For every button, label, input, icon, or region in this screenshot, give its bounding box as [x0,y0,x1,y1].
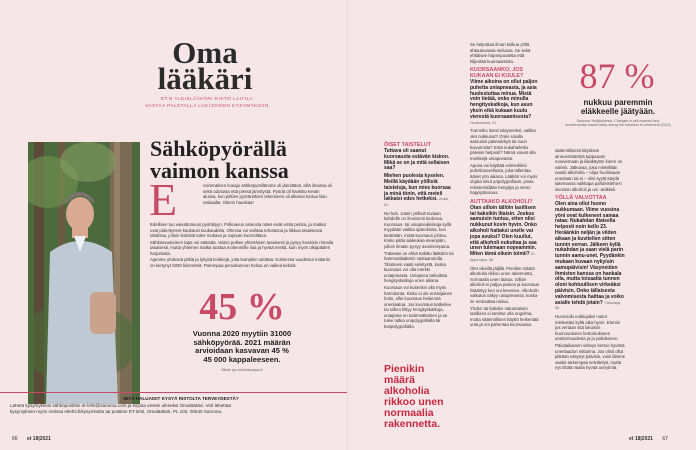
col2-heading: KUORSAANKO, JOS KUKAAN EI KUULE? [470,67,524,79]
col1-lead: Tuttava oli saanut kuorsausta estävän kiskon. Mikä se on ja mitä sellaisen saa? [384,148,450,172]
qa-column-3 [555,148,625,372]
col2-paragraph-4: Olet oikeilla jäljillä. Pienikin määrä alkoholia rikkoo unen rakennetta, normaalia unen laatua. Silloin alkoholi ei paljoa painoa ja kuorsaus lisääntyy kun uni kevenee. Alkoholin vaikutus näkyy uniapneassa, koska se rentouttaa nielua. [470,265,540,304]
stat-right-line1: nukkuu paremmin [583,98,653,107]
qa-column-1 [384,142,454,331]
stat-right-source: Sanoma: Hyllytutkimus. Changes in self-reported and accelerometer-based sleep during the transition to retirement (2022) [565,119,671,128]
intro-text-cont [150,222,334,268]
stat-left-number: 45 % [199,286,285,328]
col1-paragraph-2: Tuttavasi on ehkä tutkittu lääkärin tai hammaslääkärin vastaanotolla. Tilanteesi vaatii selvitystä, koska kuorsaus voi olla merkki uniapneasta. Uniapnea tarkoittaa hengityskatkoja unen aikana. [384,250,454,284]
col2-paragraph-5: Yhden tai kahden satunnaisen lasillisen ei tarvitse olla ongelma, mutta säännöllinen käyttö heikentää unta ja voi pahentaa kuorsausta. [470,305,539,328]
page-number-right: 67 [662,436,668,442]
qa-column-2 [470,42,540,329]
col2-heading2: AUTTAAKO ALKOHOLI? [470,198,533,205]
stat-left-text [150,330,334,364]
column-title-line2: lääkäri [157,61,253,96]
col3-lead [555,202,625,312]
headline-line2: vaimon kanssa [150,158,289,183]
doctor-photo [28,142,140,404]
col3-paragraph-1: säännöllisesti käytössä aineosmääränä tuppaavat mouvemaan ja liikakäytön kierre on valmis. Jatkuvaa, joka mielellään nauttii alkoholia – olipa huolissaan unestaan tai ei – olisi syytä käydä lukemassa vaikkapa pahdeislehti-II sivuston alkoholi ja uni -artikkeli. [555,148,623,192]
col1-lead2 [384,174,454,209]
col2-lead [470,80,540,126]
col2-lead2 [470,206,540,264]
page-number-left: 66 [12,436,18,442]
col3-heading: YÖLLÄ VALVOTTAA [555,195,607,201]
stat-left-line4: 45 000 kappaleeseen. [203,354,281,364]
stat-left-line2: sähköpyörää. 2021 määrän [193,337,291,347]
col2-paragraph-3: Apuna voi käyttää esimerkiksi puhelinsovellusta, joka tallentaa äänet yön aikana. Lääkäri voi myös ohjata sinut yöpolygrafiaan, jossa rekisteröidään hengitys ja veren happipitoisuus. [470,162,538,196]
col2-signature: Huolestunut, 67 [470,120,497,125]
col2-signature2: El tippa tapa, 58 [470,252,535,263]
issue-left: et 18|2021 [26,436,51,442]
col3-lead-text: Olen aina ollut huono nukkumaan. Viime vuosina yöni ovat kulkeneet samaa rataa: Nukahdan iltaisella helposti noin kello 23. Heräänkin neljän ja viiden aikaan ja kuvitellen sitten tunnin verran. Jälkeen kyllä nukahdan ja saan vielä parin tunnin aamu-unet. Pyydänkin mukaan kuvaan nykyisin aamupäivisin! Väsyneiden ihmisten kanssa on hankala olla, mutta toisaalta tunnen oloni kohtuullisen virkeäksi päivisin. Onko tällaisesta valvomisesta haittaa ja voiko asialle tehdä jotain? [555,201,625,306]
col1-paragraph-3: Kuorsaus voi kuitenkin olla myös harmitonta. Kisko ei ole ensisijainen hoito, ellei kuorsaus heikennä unenlaatua. Jos kuorsaus katkeilee tai siihen liittyy hengityskatkoja, uniapnea on todennäköinen ja se tulee tutkia unipolygrafialla tai kotipolygrafialla. [384,285,453,329]
col2-lead2-text: Otan silloin tällöin lasillisen tai kaksikin iltaisin. Joskus aamuisin tuntuu, etten olisi nukkunut kovin hyvin. Onko alkoholi haitaksi unelle vai jopa avuksi? Olen kuullut, että alkoholi nukuttaa ja saa unen tulemaan nopeammin. Miten tämä oikein toimii? [470,204,537,258]
col3-paragraph-2: Huomioiki nukkujaksi nukut mielestäni kyllä aika hyvin. Eteniin jos vertaan sitä lukuisiin huonouniseen kertomukseen unettomuudesta ja ja pahdeseen. [555,314,620,342]
doctor-photo-illustration [28,142,140,404]
left-page [0,0,347,450]
col3-signature: Yölaulaja, 55 [555,300,621,311]
folio-right [629,436,668,442]
issue-right: et 18|2021 [629,436,653,442]
footer-text [10,403,340,415]
col3-paragraph-3: Päiväaikainen virkeys kertoo hyvänä unenlaadun mittarina. Jos olisit ollut pitkään väsynyt päivisin, voisi tilanne vaatia tarkempaa selvittelyä, mutta nyt riittää vaalia hyvää unirytmiä. [555,343,625,371]
col1-signature: Anita, 61 [384,197,449,208]
right-page [349,0,696,450]
footer-line2: kysymyksen myös netissä etlehti.fi/kysyristolta tai postitse ET-lehti, Omalääkäri, PL 100, 00040 Sanoma. [10,409,223,414]
column-title [140,35,270,96]
drop-cap: E [149,174,178,225]
stat-right-text [559,98,677,116]
footer-line1: Lähetä kysymyksesi sähköpostitse et-lehti@sanoma.com ja kirjoita viestin aiheeksi Omalääkäri. Voit lähettää [10,403,231,408]
col1-lead2-text: Miehen puolesta kyselen. Meillä käydään yöllisiä taisteluja, kun mies kuorsaa ja minä tönin, että meteli lakkaisi edes hetkeksi. [384,173,451,203]
column-title-line1: Oma [172,35,238,70]
col1-heading: ÖISET TAISTELUT [384,142,431,148]
article-headline [150,138,332,182]
col2-paragraph-1: Se helpottaa ilman kulkua yöllä ahtautuvassa nielussa. Se sekä ehkäisee hapenpuutetta että hiljentää kuorsaamista. [470,42,531,64]
intro-paragraph-3: Sähköavusteinen tapa voi säästää. Vaimo polkee yhtenäisen tasaisesti ja pysyy kesäisin rinnalla tasaisesti, mutta yhteinen matka tuottaa molemmille iloa ja hyvää mieltä, kuin myös olkapäiden harjoitusta. [150,239,334,256]
col1-paragraph-1: No huh. Jotain yöllisiä toviaan kahdelle on ilmeisesti tiedossa. Kuorsaus- tai uniapneakiskoja kyllä myydään vaikka apteekissa, kun tiedetään, mistä kuorsaus johtuu. Kisko pitää alaleukaa eteenpäin, jolloin ilmatie pysyy avoimempana. [384,210,452,249]
intro-paragraph-4: Ajamme yhdessä pitkiä ja lyhyitä lenkkejä, joita kumpikin odottaa. Kolmessa vuodessa mittariin on kertynyt 5000 kilometriä. Parempaa peruskunnon hoitoa on vaikea keksiä. [150,257,331,268]
column-subtitle-line2: VASTAA PALSTALLA LUKIJOIDEN KYSYMYKSIIN [145,102,269,108]
folio-left [12,436,51,442]
intro-text [149,174,334,225]
column-subtitle [122,96,292,109]
footer-title: MITÄ HALUAISIT KYSYÄ RISTOLTA TERVEYDESTÄ? [123,396,239,401]
stat-right-line2: eläkkeelle jäätyään. [580,107,656,116]
intro-paragraph-2: Edellisen tuo vaivattomuus pyöräilyyn. Polkuavun ansiosta mäet eivät enää pelota, ja matkat ovat pidentyneet kuukausi kuukaudelta. Ohessa voi vaihtaa tehotasoa ja liikkua tasaisessa tahdissa, jolloin lenkistä tulee mukava ja sopivan kuormittava. [150,222,326,238]
stat-right-number: 87 % [579,56,655,96]
intro-paragraph-1: nsimmäinen koeajo sähköpyörillämme oli jännittävä, sillä ilmassa oli sekä odotusta että pientä jännitystä. Pyörät oli hankittu kesän alussa, kun pitkien pyöräretkien tekeminen oli alkanut tuntua liian raskaalta. Oikein hauskaa! [203,183,332,205]
column-subtitle-line1: ET:N YLEISLÄÄKÄRI RISTO LAITILA [160,96,254,101]
col2-paragraph-2: Tunnetko itsesi väsyneeksi, vaikka olet nukkunut? Onko sinulla aamuisin päänsärkyä tai suun kuivumista? Entä nukahteletko päivisin helposti? Nämä voivat olla merkkejä uniapneasta. [470,128,536,161]
headline-line1: Sähköpyörällä [150,136,287,161]
col1-pullquote: Pienikin määrä alkoholia rikkoo unen normaalia rakennetta. [384,363,444,430]
stat-left-line1: Vuonna 2020 myytiin 31000 [192,329,292,338]
col2-lead-text: Viime aikoina on ollut paljon puhetta uniapneasta, ja asia huolestuttaa minua. Mistä voin tietää, onko minulla hengityskatkoja, kun asun yksin eikä kukaan kuulu vierestä kuorsaamisesta? [470,79,538,120]
stat-left-line3: arvioidaan kasvavan 45 % [195,346,289,355]
footer-rule [0,392,347,393]
stat-left-source: Mistä: pp.urheilukauppa.fi [221,368,263,372]
